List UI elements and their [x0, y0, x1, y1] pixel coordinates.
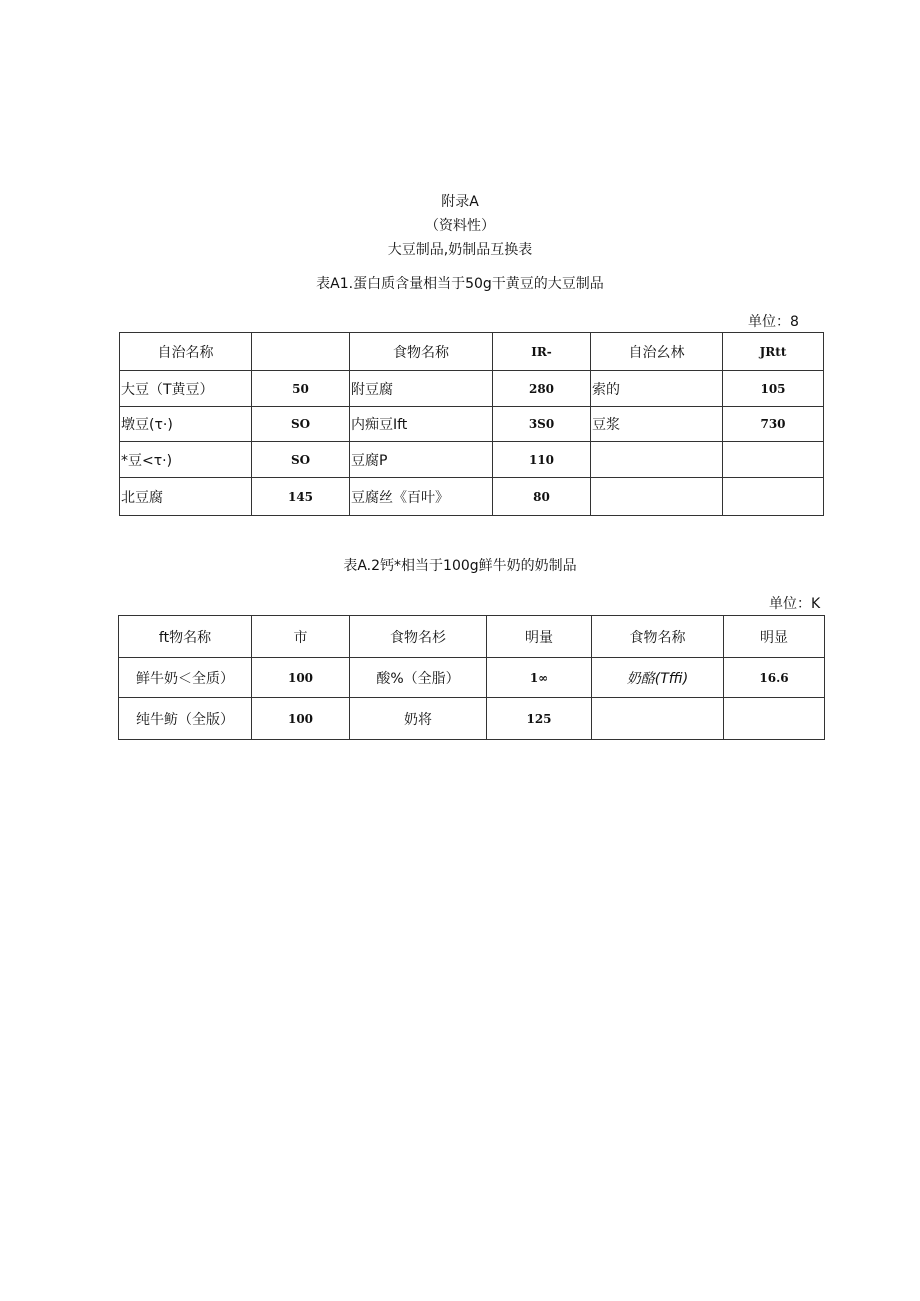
table-cell	[591, 478, 723, 516]
table-cell: 奶将	[350, 698, 487, 740]
table2-header-cell: 食物名杉	[350, 616, 487, 658]
table2-header-cell: ft物名称	[119, 616, 252, 658]
table-cell: 100	[252, 658, 350, 698]
table1-header-cell: IR-	[493, 333, 591, 371]
table2	[118, 615, 825, 740]
table-cell	[724, 698, 825, 740]
table1-header-cell	[252, 333, 350, 371]
table-cell: 1∞	[487, 658, 592, 698]
table2-header-row	[119, 616, 825, 658]
table-cell: 125	[487, 698, 592, 740]
table-cell: 奶酪(Tffi)	[592, 658, 724, 698]
table-cell: 豆腐丝《百叶》	[350, 478, 493, 516]
appendix-title: 大豆制品,奶制品互换表	[387, 242, 533, 258]
table2-header-cell: 市	[252, 616, 350, 658]
table-cell: 豆浆	[591, 407, 723, 442]
table-cell: *豆<τ·)	[120, 442, 252, 478]
appendix-nature: （资料性）	[425, 218, 495, 234]
table1-caption: 表A1.蛋白质含量相当于50g干黄豆的大豆制品	[316, 276, 604, 292]
table-row	[120, 442, 824, 478]
appendix-label: 附录A	[441, 194, 479, 210]
table1-header-cell: 食物名称	[350, 333, 493, 371]
table-cell: 纯牛鲂（全版）	[119, 698, 252, 740]
table-cell: 大豆（T黄豆）	[120, 371, 252, 407]
table-cell	[591, 442, 723, 478]
table-cell: 105	[723, 371, 824, 407]
table2-unit: 单位：K	[769, 596, 821, 612]
table-cell: 730	[723, 407, 824, 442]
table-cell: 豆腐P	[350, 442, 493, 478]
table-cell: 内痴豆Ift	[350, 407, 493, 442]
table2-header-cell: 食物名称	[592, 616, 724, 658]
table-cell: 酸%（全脂）	[350, 658, 487, 698]
table-row	[119, 658, 825, 698]
table-row	[120, 407, 824, 442]
table-cell: SO	[252, 407, 350, 442]
table2-header-cell: 明显	[724, 616, 825, 658]
table-cell: SO	[252, 442, 350, 478]
table-cell: 50	[252, 371, 350, 407]
table-cell: 16.6	[724, 658, 825, 698]
table-row	[120, 478, 824, 516]
table-cell: 110	[493, 442, 591, 478]
table2-header-cell: 明量	[487, 616, 592, 658]
table-cell	[592, 698, 724, 740]
table-row	[120, 371, 824, 407]
table-cell: 80	[493, 478, 591, 516]
table1	[119, 332, 824, 516]
table-cell: 索的	[591, 371, 723, 407]
table-cell: 附豆腐	[350, 371, 493, 407]
table-cell: 3S0	[493, 407, 591, 442]
table-cell	[723, 478, 824, 516]
table-cell	[723, 442, 824, 478]
table-cell: 鲜牛奶＜全质）	[119, 658, 252, 698]
table-cell: 145	[252, 478, 350, 516]
table1-unit: 单位：8	[748, 314, 799, 330]
table1-header-cell: JRtt	[723, 333, 824, 371]
table-cell: 280	[493, 371, 591, 407]
table1-header-cell: 自治幺林	[591, 333, 723, 371]
table1-header-row	[120, 333, 824, 371]
table-cell: 100	[252, 698, 350, 740]
table2-caption: 表A.2钙*相当于100g鲜牛奶的奶制品	[343, 558, 577, 574]
table-row	[119, 698, 825, 740]
table-cell: 北豆腐	[120, 478, 252, 516]
table1-header-cell: 自治名称	[120, 333, 252, 371]
table-cell: 墩豆(τ·)	[120, 407, 252, 442]
